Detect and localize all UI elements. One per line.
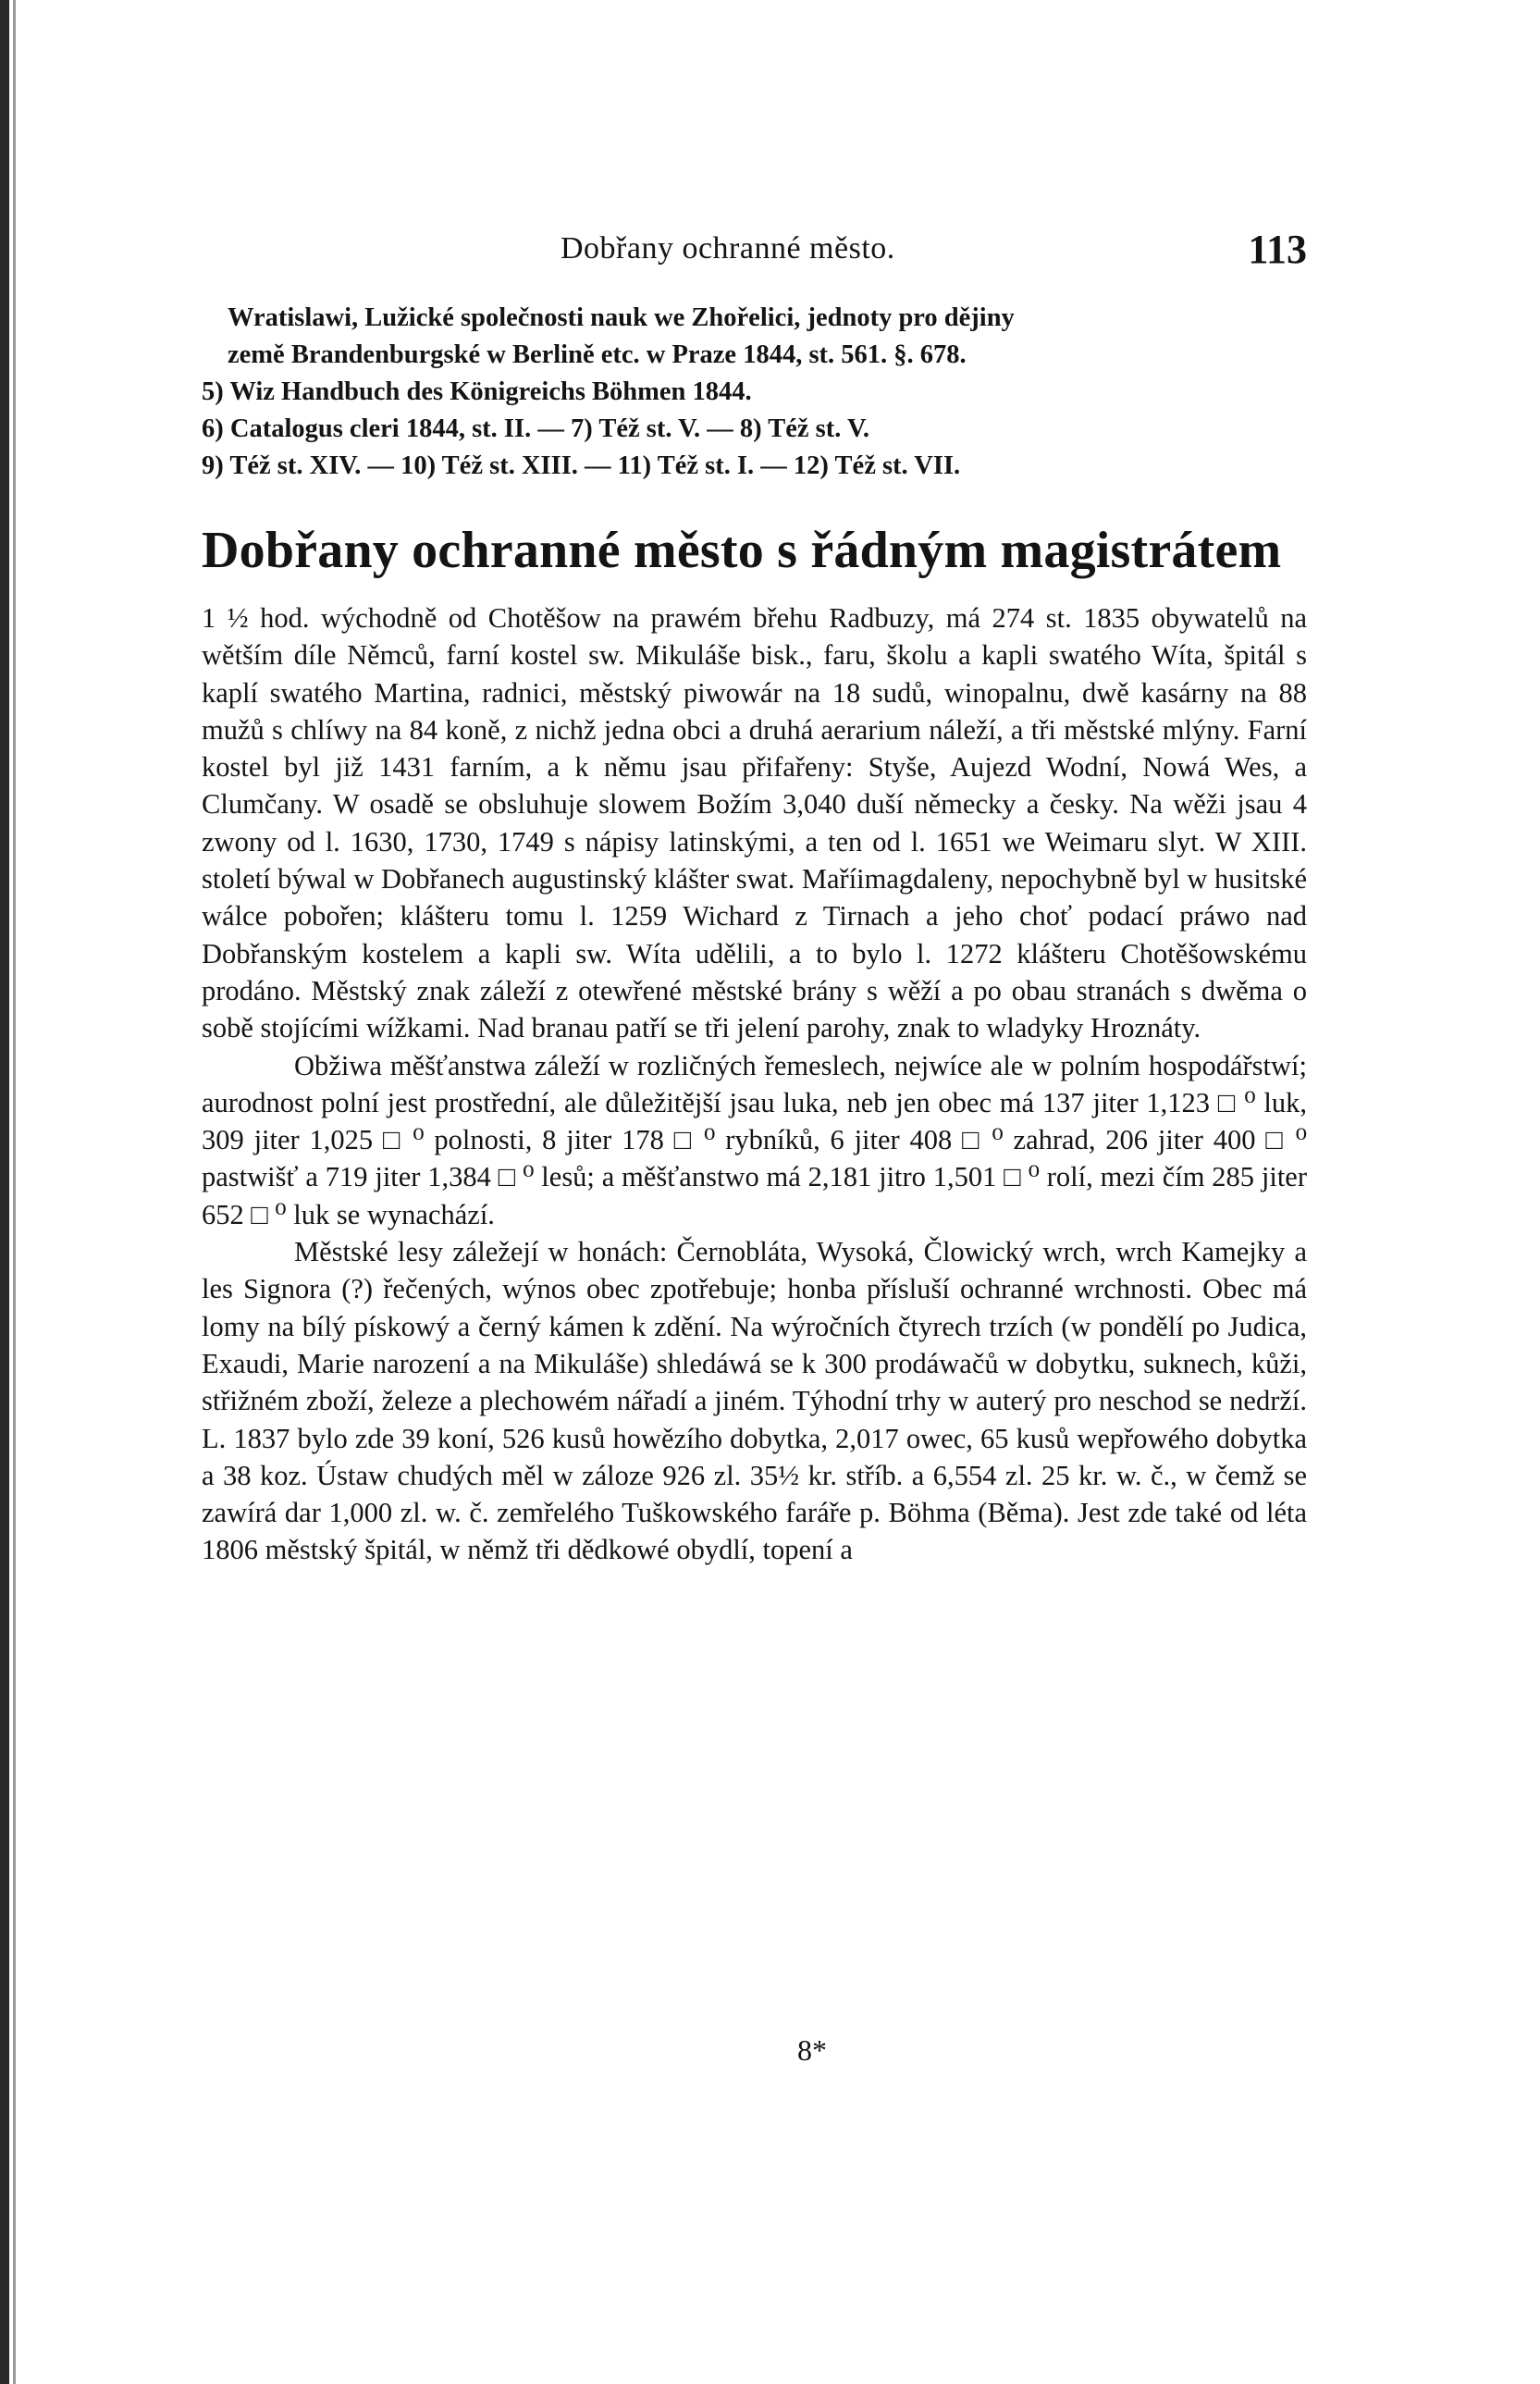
running-head: Dobřany ochranné město. xyxy=(561,231,895,266)
book-page xyxy=(202,227,1307,1569)
footnotes-continued xyxy=(202,300,1307,485)
paragraph: 1 ½ hod. wýchodně od Chotěšow na prawém břehu Radbuzy, má 274 st. 1835 obywatelů na wětším díle Němců, farní kostel sw. Mikuláše bisk., faru, školu a kapli swatého Wíta, špitál s kaplí swatého Martina, radnici, městský piwowár na 18 sudů, winopalnu, dwě kasárny na 88 mužů s chlíwy na 84 koně, z nichž jedna obci a druhá aerarium náleží, a tři městské mlýny. Farní kostel byl již 1431 farním, a k němu jsau přifařeny: Styše, Aujezd Wodní, Nowá Wes, a Clumčany. W osadě se obsluhuje slowem Božím 3,040 duší německy a česky. Na wěži jsau 4 zwony od l. 1630, 1730, 1749 s nápisy latinskými, a ten od l. 1651 we Weimaru slyt. W XIII. století býwal w Dobřanech augustinský klášter swat. Maříimagdaleny, nepochybně byl w husitské wálce pobořen; klášteru tomu l. 1259 Wichard z Tirnach a jeho choť podací práwo nad Dobřanským kostelem a kapli sw. Wíta udělili, a to bylo l. 1272 klášteru Chotěšowskému prodáno. Městský znak záleží z otewřené městské brány s wěží a po obau stranách s dwěma o sobě stojícími wížkami. Nad branau patří se tři jelení parohy, znak to wladyky Hroznáty. xyxy=(202,602,1307,1044)
footnote-line: Wratislawi, Lužické společnosti nauk we Zhořelici, jednoty pro dějiny xyxy=(228,303,1015,332)
binding-edge xyxy=(0,0,9,2384)
footnote-line: 5) Wiz Handbuch des Königreichs Böhmen 1844. xyxy=(202,377,752,406)
signature-mark: 8* xyxy=(797,2033,827,2067)
paragraph: Obžiwa měšťanstwa záleží w rozličných řemeslech, nejwíce ale w polním hospodářstwí; aurodnost polní jest prostřední, ale důležitější jsau luka, neb jen obec má 137 jiter 1,123 □ ⁰ luk, 309 jiter 1,025 □ ⁰ polnosti, 8 jiter 178 □ ⁰ rybníků, 6 jiter 408 □ ⁰ zahrad, 206 jiter 400 □ ⁰ pastwišť a 719 jiter 1,384 □ ⁰ lesů; a měšťanstwo má 2,181 jitro 1,501 □ ⁰ rolí, mezi čím 285 jiter 652 □ ⁰ luk se wynachází. xyxy=(202,1049,1307,1230)
footnote-line: 9) Též st. XIV. — 10) Též st. XIII. — 11) Též st. I. — 12) Též st. VII. xyxy=(202,451,961,480)
section-title: Dobřany ochranné město s řádným magistrátem xyxy=(202,522,1282,579)
paragraph: Městské lesy záležejí w honách: Černobláta, Wysoká, Člowický wrch, wrch Kamejky a les Signora (?) řečených, wýnos obec zpotřebuje; honba přísluší ochranné wrchnosti. Obec má lomy na bílý pískowý a černý kámen k zdění. Na wýročních čtyrech trzích (w pondělí po Judica, Exaudi, Marie narození a na Mikuláše) shledáwá se k 300 prodáwačů w dobytku, suknech, kůži, střižném zboží, železe a plechowém nářadí a jiném. Týhodní trhy w auterý pro neschod se nedrží. L. 1837 bylo zde 39 koní, 526 kusů howězího dobytka, 2,017 owec, 65 kusů wepřowého dobytka a 38 koz. Ústaw chudých měl w záloze 926 zl. 35½ kr. stříb. a 6,554 zl. 25 kr. w. č., w čemž se zawírá dar 1,000 zl. w. č. zemřelého Tuškowského faráře p. Böhma (Běma). Jest zde také od léta 1806 městský špitál, w němž tři dědkowé obydlí, topení a xyxy=(202,1236,1307,1566)
page-header xyxy=(202,227,1307,290)
body-text xyxy=(202,599,1307,1569)
page-number: 113 xyxy=(1248,227,1307,272)
footnote-line: země Brandenburgské w Berlině etc. w Praze 1844, st. 561. §. 678. xyxy=(228,340,967,369)
binding-edge-shadow xyxy=(13,0,16,2384)
footnote-line: 6) Catalogus cleri 1844, st. II. — 7) Též st. V. — 8) Též st. V. xyxy=(202,414,869,443)
